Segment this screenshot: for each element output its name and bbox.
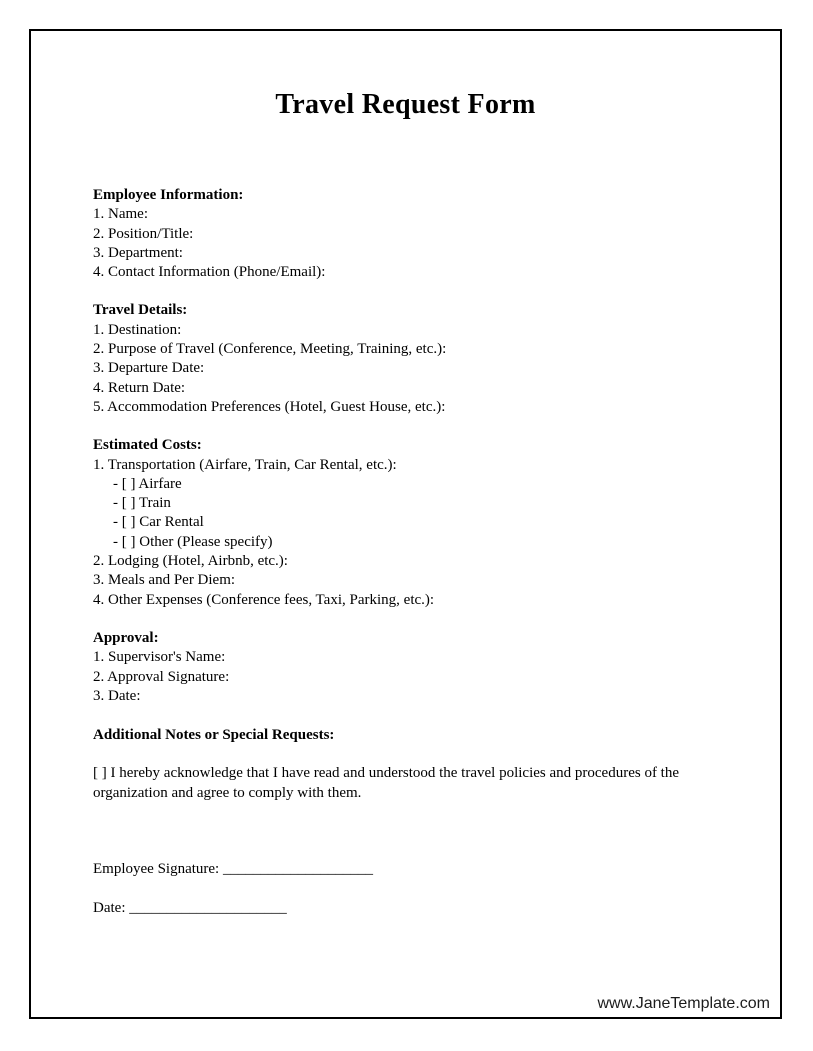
form-line-department: 3. Department: (93, 244, 183, 261)
form-line-departure-date: 3. Departure Date: (93, 360, 205, 377)
form-line-purpose-of-travel: 2. Purpose of Travel (Conference, Meeting, Training, etc.): (93, 341, 447, 358)
form-line-approval-date: 3. Date: (93, 687, 141, 704)
checkbox-line-car-rental: - [ ] Car Rental (113, 514, 204, 531)
page-border (29, 29, 782, 1019)
form-line-destination: 1. Destination: (93, 321, 182, 338)
checkbox-line-other: - [ ] Other (Please specify) (113, 533, 273, 550)
section-heading: Travel Details: (93, 302, 188, 319)
document-title: Travel Request Form (275, 89, 536, 120)
form-line-name: 1. Name: (93, 206, 148, 223)
checkbox-line-airfare: - [ ] Airfare (113, 475, 182, 492)
form-line-lodging: 2. Lodging (Hotel, Airbnb, etc.): (93, 553, 288, 570)
section-heading: Estimated Costs: (93, 437, 202, 454)
section-estimated-costs (93, 436, 718, 610)
form-line-supervisor-name: 1. Supervisor's Name: (93, 649, 226, 666)
form-line-other-expenses: 4. Other Expenses (Conference fees, Taxi, Parking, etc.): (93, 591, 435, 608)
checkbox-line-train: - [ ] Train (113, 495, 171, 512)
section-travel-details (93, 301, 718, 417)
section-approval (93, 629, 718, 706)
footer-website: www.JaneTemplate.com (597, 995, 770, 1012)
form-line-approval-signature: 2. Approval Signature: (93, 668, 230, 685)
form-line-meals-per-diem: 3. Meals and Per Diem: (93, 572, 236, 589)
acknowledgement-text: [ ] I hereby acknowledge that I have read and understood the travel policies and procedures of the organization and agree to comply with them. (93, 765, 680, 801)
form-line-transportation: 1. Transportation (Airfare, Train, Car Rental, etc.): (93, 456, 397, 473)
date-signature-line: Date: _____________________ (93, 900, 287, 917)
section-heading: Approval: (93, 629, 159, 646)
form-line-contact-information: 4. Contact Information (Phone/Email): (93, 264, 326, 281)
form-line-return-date: 4. Return Date: (93, 379, 186, 396)
section-heading: Employee Information: (93, 187, 244, 203)
section-employee-information (93, 186, 718, 282)
document-body (31, 186, 780, 919)
form-line-position-title: 2. Position/Title: (93, 225, 194, 242)
form-line-accommodation-preferences: 5. Accommodation Preferences (Hotel, Guest House, etc.): (93, 398, 446, 415)
employee-signature-line: Employee Signature: ____________________ (93, 861, 373, 878)
notes-heading: Additional Notes or Special Requests: (93, 727, 335, 744)
